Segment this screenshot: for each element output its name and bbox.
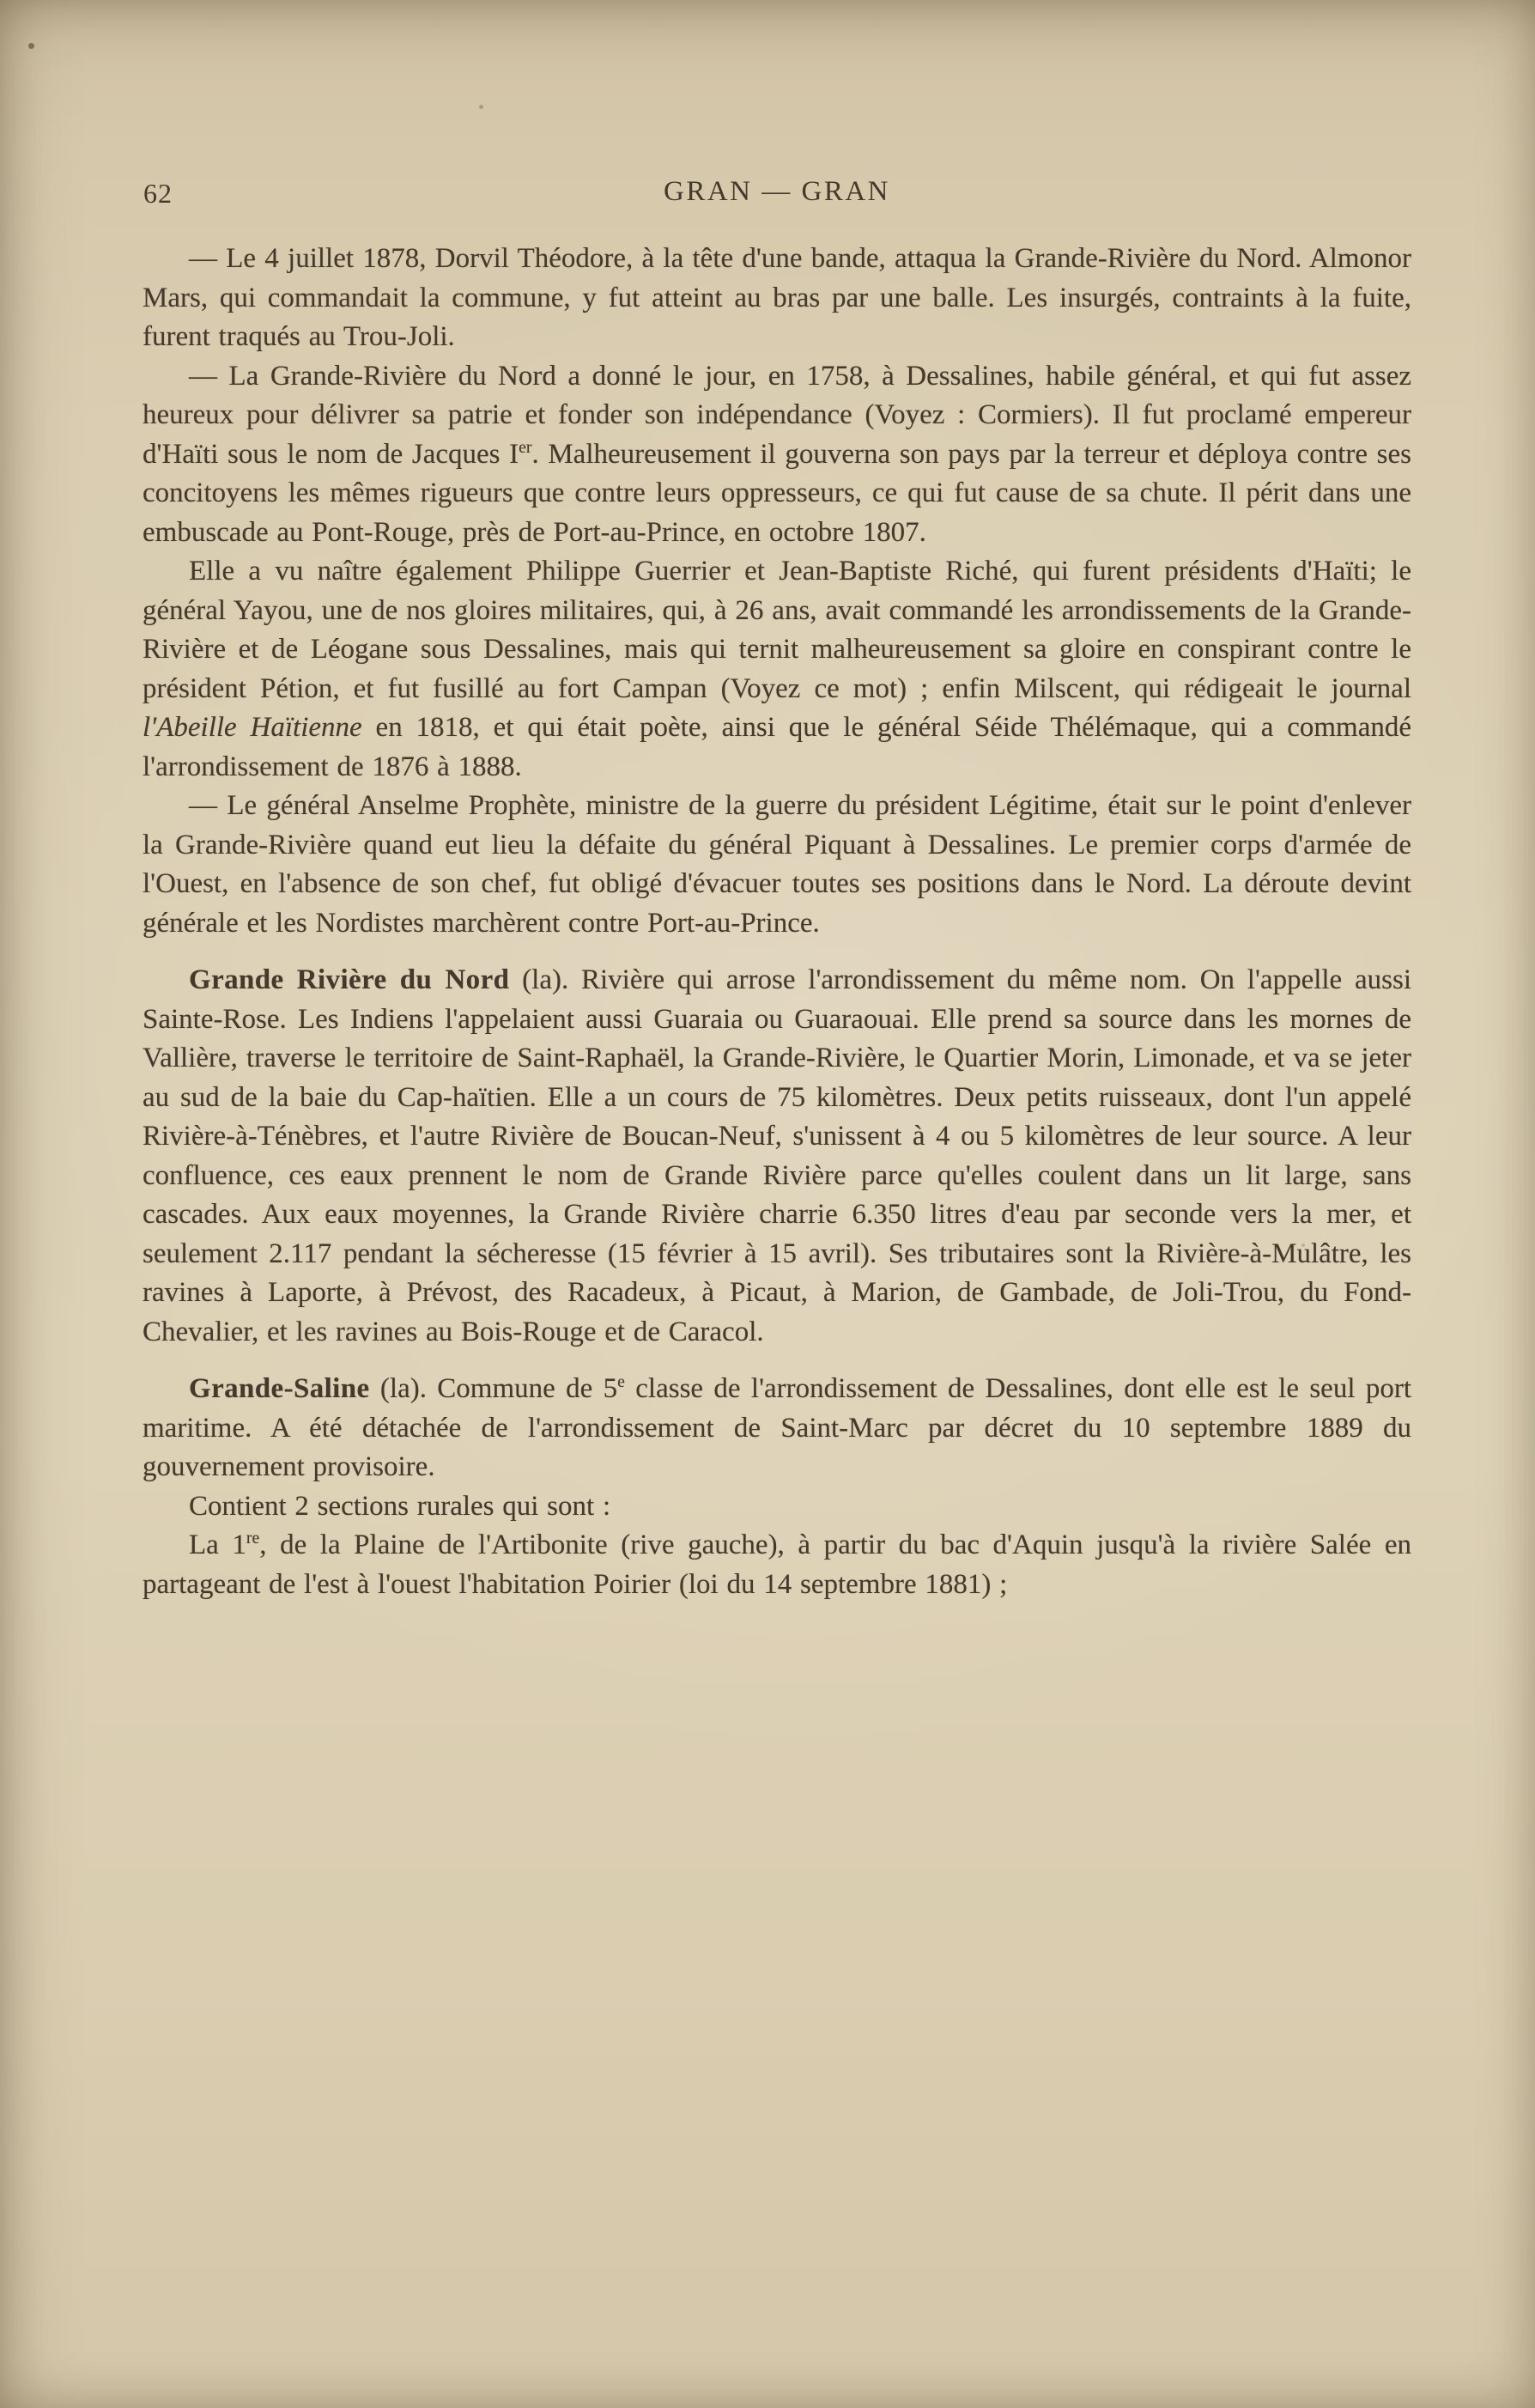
text-run: re xyxy=(246,1529,260,1548)
text-run: en 1818, et qui était poète, ainsi que le général Séide Thélémaque, qui a commandé l'arrondissement de 1876 à 1888. xyxy=(143,712,1411,782)
text-run: (la). Rivière qui arrose l'arrondissement du même nom. On l'appelle aussi Sainte-Rose. Les Indiens l'appelaient aussi Guaraia ou Guaraouai. Elle prend sa source dans les mornes de Vallière, traverse le territoire de Saint-Raphaël, la Grande-Rivière, le Quartier Morin, Limonade, et va se jeter au sud de la baie du Cap-haïtien. Elle a un cours de 75 kilomètres. Deux petits ruisseaux, dont l'un appelé Rivière-à-Ténèbres, et l'autre Rivière de Boucan-Neuf, s'unissent à 4 ou 5 kilomètres de leur source. A leur confluence, ces eaux prennent le nom de Grande Rivière parce qu'elles coulent dans un lit large, sans cascades. Aux eaux moyennes, la Grande Rivière charrie 6.350 litres d'eau par seconde vers la mer, et seulement 2.117 pendant la sécheresse (15 février à 15 avril). Ses tributaires sont la Rivière-à-Mulâtre, les ravines à Laporte, à Prévost, des Racadeux, à Picaut, à Marion, de Gambade, de Joli-Trou, du Fond-Chevalier, et les ravines au Bois-Rouge et de Caracol. xyxy=(143,964,1411,1347)
text-run: — La Grande-Rivière du Nord a donné le jour, en 1758, à Dessalines, habile général, et qui fut assez heureux pour délivrer sa patrie et fonder son indépendance (Voyez : Cormiers). Il fut proclamé empereur d'Haïti sous le nom de Jacques I xyxy=(143,360,1411,470)
text-run: er xyxy=(519,437,532,457)
paper-speck xyxy=(28,43,34,49)
text-run: . Malheureusement il gouverna son pays par la terreur et déploya contre ses concitoyens les mêmes rigueurs que contre leurs oppresseurs, ce qui fut cause de sa chute. Il périt dans une embuscade au Pont-Rouge, près de Port-au-Prince, en octobre 1807. xyxy=(143,438,1411,548)
page-body xyxy=(143,240,1411,1604)
text-run: La 1 xyxy=(189,1529,246,1560)
text-run: l'Abeille Haïtienne xyxy=(143,712,362,743)
para-sections-rurales xyxy=(143,1487,1411,1527)
text-run: , de la Plaine de l'Artibonite (rive gauche), à partir du bac d'Aquin jusqu'à la rivière Salée en partageant de l'est à l'ouest l'habitation Poirier (loi du 14 septembre 1881) ; xyxy=(143,1529,1411,1600)
page-header xyxy=(143,176,1411,216)
text-run: — Le général Anselme Prophète, ministre de la guerre du président Légitime, était sur le point d'enlever la Grande-Rivière quand eut lieu la défaite du général Piquant à Dessalines. Le premier corps d'armée de l'Ouest, en l'absence de son chef, fut obligé d'évacuer toutes ses positions dans le Nord. La déroute devint générale et les Nordistes marchèrent contre Port-au-Prince. xyxy=(143,790,1411,939)
running-title: GRAN — GRAN xyxy=(663,176,890,207)
text-run: — Le 4 juillet 1878, Dorvil Théodore, à la tête d'une bande, attaqua la Grande-Rivière du Nord. Almonor Mars, qui commandait la commune, y fut atteint au bras par une balle. Les insurgés, contraints à la fuite, furent traqués au Trou-Joli. xyxy=(143,243,1411,352)
para-dorvil-theodore xyxy=(143,240,1411,357)
para-anselme-prophete xyxy=(143,787,1411,943)
para-dessalines xyxy=(143,357,1411,553)
text-run: Elle a vu naître également Philippe Guerrier et Jean-Baptiste Riché, qui furent présidents d'Haïti; le général Yayou, une de nos gloires militaires, qui, à 26 ans, avait commandé les arrondissements de la Grande-Rivière et de Léogane sous Dessalines, mais qui ternit malheureusement sa gloire en conspirant contre le président Pétion, et fut fusillé au fort Campan (Voyez ce mot) ; enfin Milscent, qui rédigeait le journal xyxy=(143,556,1411,704)
text-run: (la). Commune de 5 xyxy=(369,1373,618,1404)
para-premiere-section xyxy=(143,1526,1411,1604)
text-run: e xyxy=(617,1372,625,1391)
text-run: Contient 2 sections rurales qui sont : xyxy=(189,1490,611,1522)
entry-grande-saline xyxy=(143,1370,1411,1487)
page-number: 62 xyxy=(143,178,173,209)
text-run: Grande Rivière du Nord xyxy=(189,964,510,995)
text-run: classe de l'arrondissement de Dessalines, dont elle est le seul port maritime. A été détachée de l'arrondissement de Saint-Marc par décret du 10 septembre 1889 du gouvernement provisoire. xyxy=(143,1373,1412,1482)
entry-grande-riviere-du-nord xyxy=(143,961,1411,1352)
paper-speck xyxy=(479,105,483,109)
text-run: Grande-Saline xyxy=(189,1373,370,1404)
para-guerrier-riche xyxy=(143,552,1411,787)
